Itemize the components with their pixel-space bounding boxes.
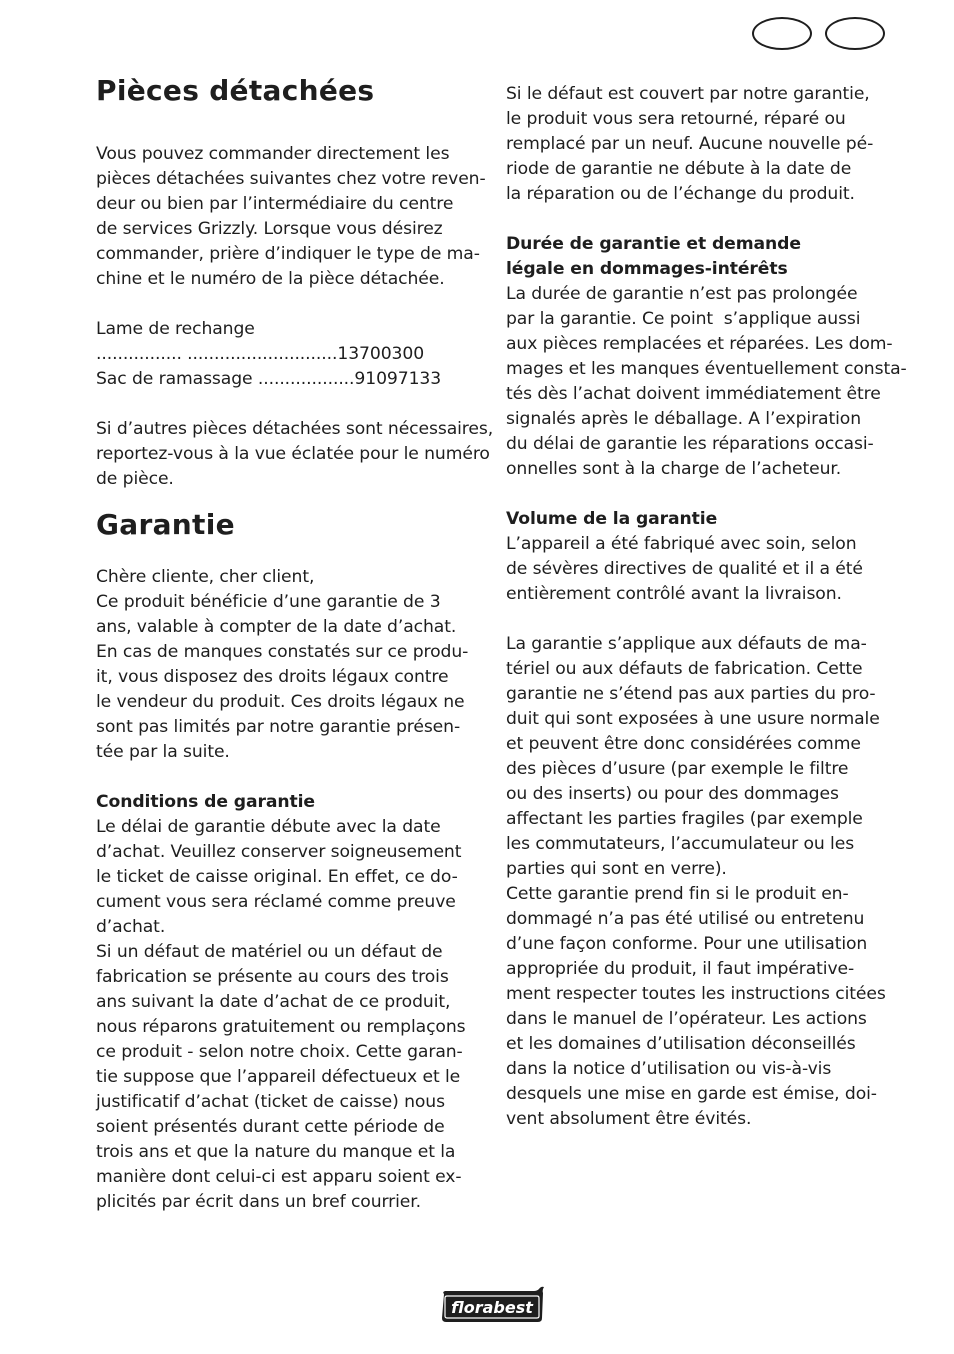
text-line: ce produit - selon notre choix. Cette garan-: [96, 1042, 463, 1062]
text-line: parties qui sont en verre).: [506, 859, 727, 879]
text-line: commander, prière d’indiquer le type de ma-: [96, 244, 480, 264]
text-line: pièces détachées suivantes chez votre reven-: [96, 169, 486, 189]
conditions-title: Conditions de garantie: [96, 792, 315, 812]
text-line: le produit vous sera retourné, réparé ou: [506, 109, 846, 129]
text-line: Ce produit bénéficie d’une garantie de 3: [96, 592, 441, 612]
text-line: plicités par écrit dans un bref courrier.: [96, 1192, 422, 1212]
text-line: signalés après le déballage. A l’expiration: [506, 409, 862, 429]
language-badge-oval: [825, 17, 885, 50]
text-line: Si le défaut est couvert par notre garantie,: [506, 84, 870, 104]
text-line: tés dès l’achat doivent immédiatement être: [506, 384, 881, 404]
logo-text: florabest: [451, 1298, 533, 1317]
language-badge-oval: [752, 17, 812, 50]
text-line: it, vous disposez des droits légaux contre: [96, 667, 449, 687]
text-line: mages et les manques éventuellement consta-: [506, 359, 907, 379]
text-line: Si un défaut de matériel ou un défaut de: [96, 942, 443, 962]
other-parts-paragraph: [96, 417, 494, 492]
text-line: la réparation ou de l’échange du produit.: [506, 184, 855, 204]
text-line: entièrement contrôlé avant la livraison.: [506, 584, 842, 604]
text-line: ment respecter toutes les instructions citées: [506, 984, 886, 1004]
language-badges: [752, 17, 892, 53]
parts-list-line: Lame de rechange: [96, 319, 255, 339]
text-line: remplacé par un neuf. Aucune nouvelle pé-: [506, 134, 874, 154]
text-line: dommagé n’a pas été utilisé ou entretenu: [506, 909, 865, 929]
parts-list: [96, 317, 488, 392]
right-column: [506, 74, 907, 1132]
text-line: Le délai de garantie débute avec la date: [96, 817, 441, 837]
duree-title: [506, 232, 898, 282]
duree-paragraph: [506, 282, 907, 482]
text-line: d’achat. Veuillez conserver soigneusement: [96, 842, 462, 862]
text-line: desquels une mise en garde est émise, doi-: [506, 1084, 877, 1104]
text-line: de sévères directives de qualité et il a été: [506, 559, 863, 579]
text-line: par la garantie. Ce point s’applique aussi: [506, 309, 861, 329]
scope-paragraph: [506, 632, 898, 1132]
parts-list-line: Sac de ramassage ..................91097133: [96, 369, 442, 389]
conditions-section: [96, 790, 488, 1215]
parts-intro-paragraph: [96, 142, 488, 292]
text-line: et peuvent être donc considérées comme: [506, 734, 861, 754]
text-line: manière dont celui-ci est apparu soient ex-: [96, 1167, 462, 1187]
text-line: L’appareil a été fabriqué avec soin, selon: [506, 534, 857, 554]
text-line: appropriée du produit, il faut impérative-: [506, 959, 855, 979]
text-line: trois ans et que la nature du manque et la: [96, 1142, 456, 1162]
conditions-paragraph: [96, 815, 488, 1215]
text-line: aux pièces remplacées et réparées. Les dom-: [506, 334, 893, 354]
heading-garantie: Garantie: [96, 508, 235, 541]
text-line: dans le manuel de l’opérateur. Les actions: [506, 1009, 867, 1029]
text-line: Chère cliente, cher client,: [96, 567, 315, 587]
florabest-logo: [438, 1282, 548, 1326]
text-line: duit qui sont exposées à une usure normale: [506, 709, 880, 729]
text-line: cument vous sera réclamé comme preuve: [96, 892, 456, 912]
text-line: dans la notice d’utilisation ou vis-à-vis: [506, 1059, 832, 1079]
text-line: chine et le numéro de la pièce détachée.: [96, 269, 445, 289]
text-line: justificatif d’achat (ticket de caisse) nous: [96, 1092, 445, 1112]
text-line: tériel ou aux défauts de fabrication. Cette: [506, 659, 863, 679]
text-line: les commutateurs, l’accumulateur ou les: [506, 834, 855, 854]
text-line: vent absolument être évités.: [506, 1109, 752, 1129]
volume-title: Volume de la garantie: [506, 509, 718, 529]
text-line: ans suivant la date d’achat de ce produit,: [96, 992, 451, 1012]
left-column: [96, 74, 494, 1215]
text-line: et les domaines d’utilisation déconseillés: [506, 1034, 856, 1054]
text-line: deur ou bien par l’intermédiaire du centre: [96, 194, 454, 214]
defect-paragraph: [506, 82, 898, 207]
text-line: de services Grizzly. Lorsque vous désirez: [96, 219, 443, 239]
text-line: d’achat.: [96, 917, 166, 937]
text-line: garantie ne s’étend pas aux parties du pro-: [506, 684, 876, 704]
duree-title-line: légale en dommages-intérêts: [506, 259, 788, 279]
text-line: reportez-vous à la vue éclatée pour le numéro: [96, 444, 490, 464]
text-line: sont pas limités par notre garantie présen-: [96, 717, 461, 737]
heading-pieces-detachees: Pièces détachées: [96, 74, 375, 107]
duree-title-line: Durée de garantie et demande: [506, 234, 801, 254]
text-line: nous réparons gratuitement ou remplaçons: [96, 1017, 466, 1037]
text-line: d’une façon conforme. Pour une utilisation: [506, 934, 868, 954]
text-line: riode de garantie ne débute à la date de: [506, 159, 852, 179]
text-line: Si d’autres pièces détachées sont nécessaires,: [96, 419, 494, 439]
text-line: tie suppose que l’appareil défectueux et le: [96, 1067, 461, 1087]
text-line: tée par la suite.: [96, 742, 230, 762]
text-line: La garantie s’applique aux défauts de ma-: [506, 634, 867, 654]
text-line: des pièces d’usure (par exemple le filtre: [506, 759, 849, 779]
parts-list-line: ................ ............................13700300: [96, 344, 425, 364]
text-line: ans, valable à compter de la date d’achat.: [96, 617, 457, 637]
text-line: le vendeur du produit. Ces droits légaux ne: [96, 692, 465, 712]
garantie-intro-paragraph: [96, 565, 488, 765]
text-line: de pièce.: [96, 469, 174, 489]
volume-section: [506, 507, 898, 607]
text-line: affectant les parties fragiles (par exemple: [506, 809, 863, 829]
text-line: Vous pouvez commander directement les: [96, 144, 450, 164]
duree-section: [506, 232, 907, 482]
text-line: La durée de garantie n’est pas prolongée: [506, 284, 858, 304]
text-line: En cas de manques constatés sur ce produ-: [96, 642, 469, 662]
text-line: ou des inserts) ou pour des dommages: [506, 784, 839, 804]
text-line: onnelles sont à la charge de l’acheteur.: [506, 459, 842, 479]
text-line: le ticket de caisse original. En effet, ce do-: [96, 867, 458, 887]
text-line: soient présentés durant cette période de: [96, 1117, 445, 1137]
text-line: Cette garantie prend fin si le produit en-: [506, 884, 849, 904]
volume-paragraph: [506, 532, 898, 607]
text-line: du délai de garantie les réparations occasi-: [506, 434, 874, 454]
text-line: fabrication se présente au cours des trois: [96, 967, 449, 987]
